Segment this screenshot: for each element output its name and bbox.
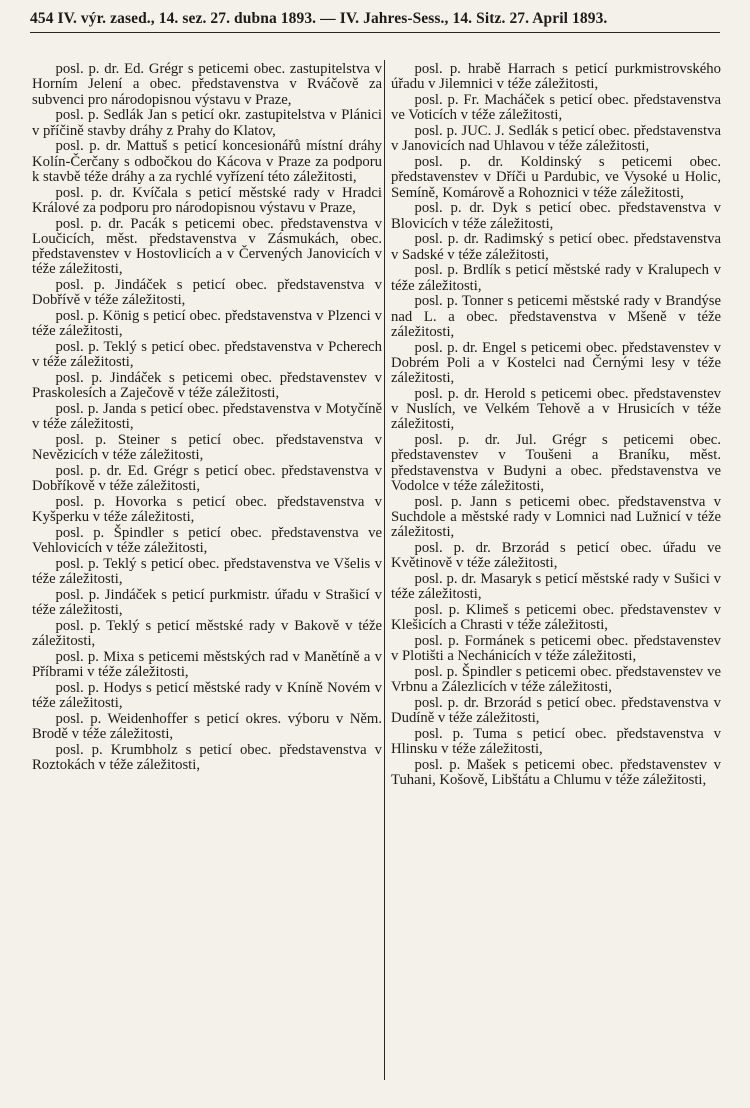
petition-entry: posl. p. Hodys s peticí městské rady v Kníně Novém v téže záležitosti, <box>32 680 382 712</box>
column-divider <box>384 60 385 1080</box>
petition-entry: posl. p. dr. Masaryk s peticí městské rady v Sušici v téže záležitosti, <box>391 570 721 602</box>
petition-entry: posl. p. Teklý s peticí městské rady v Bakově v téže záležitosti, <box>32 618 382 650</box>
header-separator: — <box>320 10 336 27</box>
header-title-german: IV. Jahres-Sess., 14. Sitz. 27. April 1893. <box>339 10 608 27</box>
petition-entry: posl. p. Hovorka s peticí obec. představenstva v Kyšperku v téže záležitosti, <box>32 494 382 526</box>
petition-entry: posl. p. Fr. Macháček s peticí obec. představenstva ve Voticích v téže záležitosti, <box>391 92 721 124</box>
petition-entry: posl. p. Špindler s peticemi obec. představenstev ve Vrbnu a Zálezlicích v téže záležitosti, <box>391 663 721 695</box>
petition-entry: posl. p. dr. Engel s peticemi obec. představenstev v Dobrém Poli a v Kostelci nad Černými lesy v téže záležitosti, <box>391 339 721 386</box>
petition-entry: posl. p. Formánek s peticemi obec. představenstev v Plotišti a Nechánicích v téže záležitosti, <box>391 632 721 664</box>
petition-entry: posl. p. dr. Kvíčala s peticí městské rady v Hradci Králové za podporu pro národopisnou výstavu v Praze, <box>32 184 382 216</box>
petition-entry: posl. p. Tonner s peticemi městské rady v Brandýse nad L. a obec. představenstva v Mšeně v téže záležitosti, <box>391 293 721 340</box>
petition-entry: posl. p. Špindler s peticí obec. představenstva ve Vehlovicích v téže záležitosti, <box>32 525 382 557</box>
petition-entry: posl. p. dr. Pacák s peticemi obec. představenstva v Loučicích, měst. představenstva v Zásmukách, obec. představenstev v Hostovlicích a v Červených Janovicích v téže záležitosti, <box>32 215 382 278</box>
header-title-czech: IV. výr. zased., 14. sez. 27. dubna 1893. <box>57 10 317 27</box>
petition-entry: posl. p. dr. Brzorád s peticí obec. představenstva v Dudíně v téže záležitosti, <box>391 694 721 726</box>
petition-entry: posl. p. dr. Koldinský s peticemi obec. představenstev v Dříči u Pardubic, ve Vysoké u Holic, Semíně, Komárově a Rohoznici v téže záležitosti, <box>391 154 721 201</box>
petition-entry: posl. p. Mixa s peticemi městských rad v Manětíně a v Příbrami v téže záležitosti, <box>32 649 382 681</box>
petition-entry: posl. p. Jindáček s peticemi obec. představenstev v Praskolesích a Zaječově v téže záležitosti, <box>32 370 382 402</box>
petition-entry: posl. p. Jindáček s peticí obec. představenstva v Dobřívě v téže záležitosti, <box>32 277 382 309</box>
petition-entry: posl. p. dr. Herold s peticemi obec. představenstev v Nuslích, ve Velkém Tehově a v Hrusicích v téže záležitosti, <box>391 385 721 433</box>
petition-entry: posl. p. Mašek s peticemi obec. představenstev v Tuhani, Košově, Libštátu a Chlumu v téže záležitosti, <box>391 756 721 788</box>
petition-entry: posl. p. dr. Ed. Grégr s peticemi obec. zastupitelstva v Horním Jelení a obec. představenstva v Rváčově za subvenci pro národopisnou výstavu v Praze, <box>32 61 382 108</box>
petition-entry: posl. p. Jann s peticemi obec. představenstva v Suchdole a městské rady v Lomnici nad Lužnicí v téže záležitosti, <box>391 493 721 540</box>
petition-entry: posl. p. dr. Brzorád s peticí obec. úřadu ve Květinově v téže záležitosti, <box>391 539 721 571</box>
petition-entry: posl. p. dr. Ed. Grégr s peticí obec. představenstva v Dobříkově v téže záležitosti, <box>32 463 382 495</box>
petition-entry: posl. p. Steiner s peticí obec. představenstva v Nevězicích v téže záležitosti, <box>32 432 382 464</box>
petition-entry: posl. p. Sedlák Jan s peticí okr. zastupitelstva v Plánici v příčině stavby dráhy z Prahy do Klatov, <box>32 107 382 139</box>
petition-entry: posl. p. dr. Radimský s peticí obec. představenstva v Sadské v téže záležitosti, <box>391 231 721 263</box>
petition-entry: posl. p. Weidenhoffer s peticí okres. výboru v Něm. Brodě v téže záležitosti, <box>32 711 382 743</box>
petition-entry: posl. p. Janda s peticí obec. představenstva v Motyčíně v téže záležitosti, <box>32 401 382 433</box>
petition-entry: posl. p. dr. Jul. Grégr s peticemi obec. představenstev v Toušeni a Braníku, měst. představenstva v Budyni a obec. představenstva ve Vodolce v téže záležitosti, <box>391 432 721 494</box>
petition-entry: posl. p. Teklý s peticí obec. představenstva ve Všelis v téže záležitosti, <box>32 556 382 588</box>
petition-entry: posl. p. Brdlík s peticí městské rady v Kralupech v téže záležitosti, <box>391 262 721 294</box>
petition-entry: posl. p. Jindáček s peticí purkmistr. úřadu v Strašicí v téže záležitosti, <box>32 587 382 619</box>
petition-entry: posl. p. JUC. J. Sedlák s peticí obec. představenstva v Janovicích nad Uhlavou v téže záležitosti, <box>391 123 721 155</box>
petition-entry: posl. p. dr. Dyk s peticí obec. představenstva v Blovicích v téže záležitosti, <box>391 200 721 232</box>
petition-entry: posl. p. Klimeš s peticemi obec. představenstev v Klešicích a Chrasti v téže záležitosti, <box>391 601 721 633</box>
petition-entry: posl. p. König s peticí obec. představenstva v Plzenci v téže záležitosti, <box>32 308 382 340</box>
page-number: 454 <box>30 10 54 27</box>
petition-entry: posl. p. Tuma s peticí obec. představenstva v Hlinsku v téže záležitosti, <box>391 725 721 757</box>
running-header <box>30 10 720 33</box>
petition-entry: posl. p. Teklý s peticí obec. představenstva v Pcherech v téže záležitosti, <box>32 339 382 371</box>
left-column <box>32 62 382 774</box>
right-column <box>391 62 721 788</box>
petition-entry: posl. p. Krumbholz s peticí obec. představenstva v Roztokách v téže záležitosti, <box>32 742 382 774</box>
petition-entry: posl. p. hrabě Harrach s peticí purkmistrovského úřadu v Jilemnici v téže záležitosti, <box>391 61 721 93</box>
petition-entry: posl. p. dr. Mattuš s peticí koncesionářů místní dráhy Kolín-Čerčany s odbočkou do Kácova v Praze za podporu k stavbě téže dráhy a za rychlé vyřízení této záležitosti, <box>32 138 382 185</box>
